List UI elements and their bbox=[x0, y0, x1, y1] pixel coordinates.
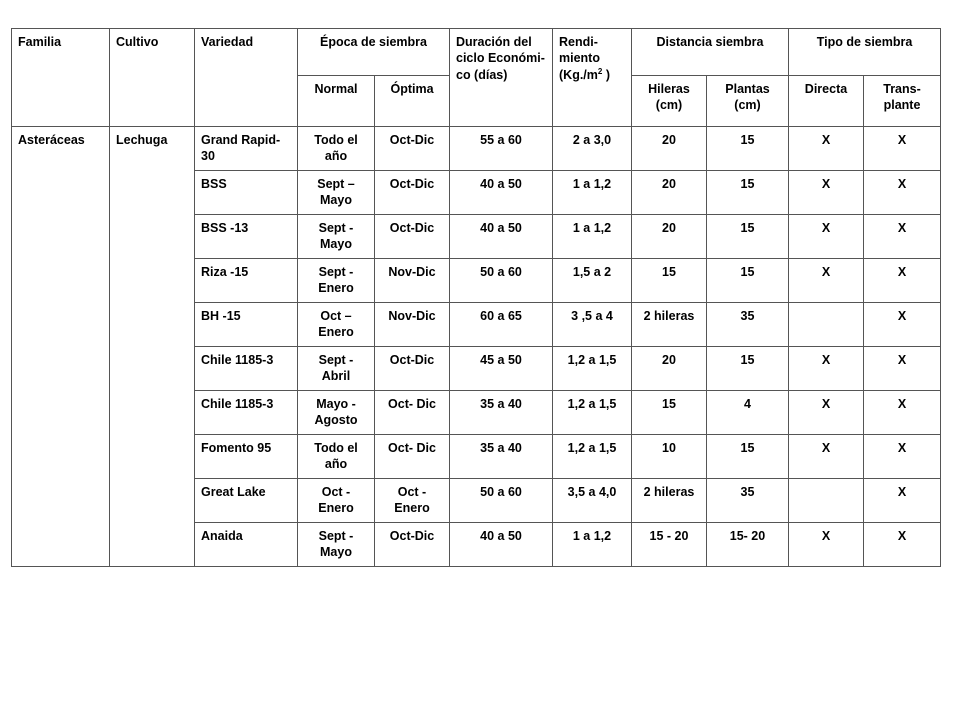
header-variedad: Variedad bbox=[195, 29, 298, 127]
optima-cell: Nov-Dic bbox=[375, 303, 450, 347]
normal-cell: Sept - Abril bbox=[298, 347, 375, 391]
plantas-cell: 15 bbox=[707, 127, 789, 171]
normal-cell: Sept - Mayo bbox=[298, 215, 375, 259]
hileras-cell: 10 bbox=[632, 435, 707, 479]
plantas-cell: 15 bbox=[707, 347, 789, 391]
header-rendimiento-text: Rendi- miento (Kg./m bbox=[559, 35, 600, 82]
hileras-cell: 20 bbox=[632, 127, 707, 171]
familia-cell: Asteráceas bbox=[12, 127, 110, 567]
variedad-cell: Great Lake bbox=[195, 479, 298, 523]
hileras-cell: 15 bbox=[632, 259, 707, 303]
trasplante-cell: X bbox=[864, 391, 941, 435]
directa-cell: X bbox=[789, 171, 864, 215]
normal-cell: Todo el año bbox=[298, 127, 375, 171]
hileras-cell: 20 bbox=[632, 347, 707, 391]
normal-cell: Todo el año bbox=[298, 435, 375, 479]
variedad-cell: BSS -13 bbox=[195, 215, 298, 259]
header-normal: Normal bbox=[298, 76, 375, 127]
duracion-cell: 60 a 65 bbox=[450, 303, 553, 347]
hileras-cell: 2 hileras bbox=[632, 303, 707, 347]
variedad-cell: Anaida bbox=[195, 523, 298, 567]
header-optima: Óptima bbox=[375, 76, 450, 127]
trasplante-cell: X bbox=[864, 523, 941, 567]
normal-cell: Sept – Mayo bbox=[298, 171, 375, 215]
header-rendimiento-close: ) bbox=[602, 67, 610, 82]
duracion-cell: 40 a 50 bbox=[450, 523, 553, 567]
normal-cell: Sept - Enero bbox=[298, 259, 375, 303]
optima-cell: Oct- Dic bbox=[375, 391, 450, 435]
variedad-cell: BSS bbox=[195, 171, 298, 215]
rendimiento-cell: 1 a 1,2 bbox=[553, 171, 632, 215]
trasplante-cell: X bbox=[864, 215, 941, 259]
hileras-cell: 20 bbox=[632, 215, 707, 259]
optima-cell: Oct-Dic bbox=[375, 171, 450, 215]
header-rendimiento-sup: 2 bbox=[597, 66, 603, 76]
normal-cell: Mayo - Agosto bbox=[298, 391, 375, 435]
trasplante-cell: X bbox=[864, 479, 941, 523]
optima-cell: Nov-Dic bbox=[375, 259, 450, 303]
duracion-cell: 45 a 50 bbox=[450, 347, 553, 391]
normal-cell: Sept - Mayo bbox=[298, 523, 375, 567]
directa-cell: X bbox=[789, 215, 864, 259]
header-epoca: Época de siembra bbox=[298, 29, 450, 76]
duracion-cell: 50 a 60 bbox=[450, 259, 553, 303]
rendimiento-cell: 1 a 1,2 bbox=[553, 523, 632, 567]
rendimiento-cell: 1,2 a 1,5 bbox=[553, 391, 632, 435]
directa-cell: X bbox=[789, 435, 864, 479]
header-familia: Familia bbox=[12, 29, 110, 127]
trasplante-cell: X bbox=[864, 347, 941, 391]
plantas-cell: 15 bbox=[707, 171, 789, 215]
directa-cell: X bbox=[789, 523, 864, 567]
variedad-cell: Grand Rapid-30 bbox=[195, 127, 298, 171]
directa-cell bbox=[789, 479, 864, 523]
variedad-cell: BH -15 bbox=[195, 303, 298, 347]
plantas-cell: 15- 20 bbox=[707, 523, 789, 567]
plantas-cell: 15 bbox=[707, 215, 789, 259]
header-rendimiento bbox=[553, 29, 632, 127]
header-distancia: Distancia siembra bbox=[632, 29, 789, 76]
rendimiento-cell: 1,2 a 1,5 bbox=[553, 347, 632, 391]
trasplante-cell: X bbox=[864, 171, 941, 215]
rendimiento-cell: 1,5 a 2 bbox=[553, 259, 632, 303]
crop-table bbox=[11, 28, 941, 567]
duracion-cell: 55 a 60 bbox=[450, 127, 553, 171]
normal-cell: Oct – Enero bbox=[298, 303, 375, 347]
duracion-cell: 40 a 50 bbox=[450, 215, 553, 259]
directa-cell: X bbox=[789, 127, 864, 171]
duracion-cell: 35 a 40 bbox=[450, 435, 553, 479]
plantas-cell: 35 bbox=[707, 303, 789, 347]
rendimiento-cell: 1 a 1,2 bbox=[553, 215, 632, 259]
duracion-cell: 50 a 60 bbox=[450, 479, 553, 523]
variedad-cell: Fomento 95 bbox=[195, 435, 298, 479]
hileras-cell: 15 - 20 bbox=[632, 523, 707, 567]
hileras-cell: 2 hileras bbox=[632, 479, 707, 523]
variedad-cell: Riza -15 bbox=[195, 259, 298, 303]
variedad-cell: Chile 1185-3 bbox=[195, 347, 298, 391]
directa-cell: X bbox=[789, 391, 864, 435]
plantas-cell: 35 bbox=[707, 479, 789, 523]
optima-cell: Oct-Dic bbox=[375, 127, 450, 171]
trasplante-cell: X bbox=[864, 127, 941, 171]
header-hileras: Hileras (cm) bbox=[632, 76, 707, 127]
optima-cell: Oct-Dic bbox=[375, 215, 450, 259]
rendimiento-cell: 3,5 a 4,0 bbox=[553, 479, 632, 523]
optima-cell: Oct- Dic bbox=[375, 435, 450, 479]
trasplante-cell: X bbox=[864, 435, 941, 479]
plantas-cell: 4 bbox=[707, 391, 789, 435]
hileras-cell: 20 bbox=[632, 171, 707, 215]
trasplante-cell: X bbox=[864, 303, 941, 347]
trasplante-cell: X bbox=[864, 259, 941, 303]
optima-cell: Oct-Dic bbox=[375, 523, 450, 567]
plantas-cell: 15 bbox=[707, 435, 789, 479]
optima-cell: Oct - Enero bbox=[375, 479, 450, 523]
header-directa: Directa bbox=[789, 76, 864, 127]
cultivo-cell: Lechuga bbox=[110, 127, 195, 567]
variedad-cell: Chile 1185-3 bbox=[195, 391, 298, 435]
header-duracion: Duración del ciclo Económi- co (días) bbox=[450, 29, 553, 127]
normal-cell: Oct - Enero bbox=[298, 479, 375, 523]
rendimiento-cell: 3 ,5 a 4 bbox=[553, 303, 632, 347]
optima-cell: Oct-Dic bbox=[375, 347, 450, 391]
table-body bbox=[12, 127, 941, 567]
header-tipo: Tipo de siembra bbox=[789, 29, 941, 76]
duracion-cell: 35 a 40 bbox=[450, 391, 553, 435]
directa-cell: X bbox=[789, 259, 864, 303]
header-cultivo: Cultivo bbox=[110, 29, 195, 127]
plantas-cell: 15 bbox=[707, 259, 789, 303]
rendimiento-cell: 2 a 3,0 bbox=[553, 127, 632, 171]
header-plantas: Plantas (cm) bbox=[707, 76, 789, 127]
header-trasplante: Trans- plante bbox=[864, 76, 941, 127]
table-row bbox=[12, 127, 941, 171]
directa-cell bbox=[789, 303, 864, 347]
duracion-cell: 40 a 50 bbox=[450, 171, 553, 215]
rendimiento-cell: 1,2 a 1,5 bbox=[553, 435, 632, 479]
hileras-cell: 15 bbox=[632, 391, 707, 435]
directa-cell: X bbox=[789, 347, 864, 391]
